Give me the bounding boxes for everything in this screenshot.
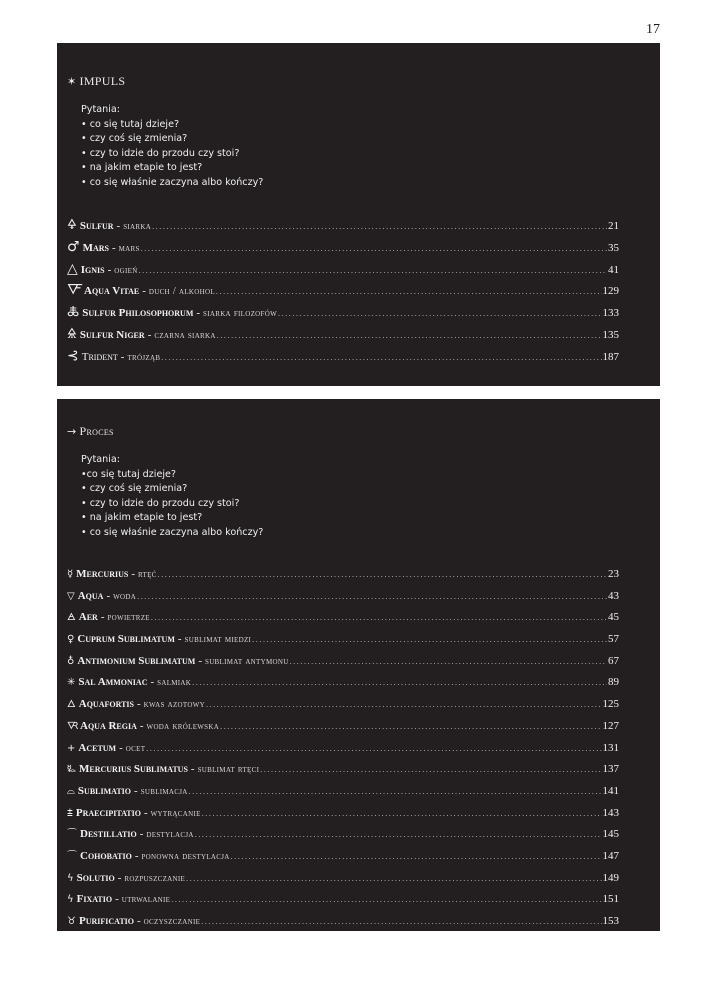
- question-item: • czy to idzie do przodu czy stoi?: [81, 497, 240, 509]
- question-item: • na jakim etapie to jest?: [81, 512, 203, 523]
- toc-separator: -: [107, 263, 112, 276]
- toc-translation: rozpuszczanie: [124, 872, 186, 884]
- alchemical-symbol-icon: ♉: [67, 916, 76, 927]
- alchemical-symbol-icon: +: [67, 742, 76, 754]
- question-item: • czy to idzie do przodu czy stoi?: [81, 147, 240, 159]
- toc-page-number: 129: [602, 285, 619, 298]
- questions-heading: Pytania:: [81, 454, 120, 465]
- toc-term: Acetum: [78, 741, 117, 754]
- question-item: • co się tutaj dzieje?: [81, 118, 180, 130]
- toc-translation: czarna siarka: [154, 329, 216, 341]
- toc-page-number: 43: [608, 589, 619, 602]
- questions-list: [81, 118, 263, 191]
- toc-entry[interactable]: [67, 716, 619, 738]
- alchemical-symbol-icon: △: [67, 260, 78, 277]
- question-item: • czy coś się zmienia?: [81, 483, 188, 494]
- question-item: • co się właśnie zaczyna albo kończy?: [81, 526, 264, 538]
- dot-leader: [189, 781, 602, 803]
- toc-term: Aer: [78, 611, 98, 624]
- toc-page-number: 151: [602, 893, 619, 906]
- toc-separator: -: [111, 241, 116, 254]
- toc-translation: siarka: [123, 221, 152, 232]
- alchemical-symbol-icon: 🜂: [67, 699, 76, 711]
- toc-entry[interactable]: [67, 259, 619, 281]
- dot-leader: [141, 238, 607, 259]
- toc-translation: sublimacja: [140, 785, 188, 797]
- toc-separator: -: [190, 763, 195, 776]
- toc-page-number: 21: [608, 220, 619, 232]
- toc-page-number: 135: [602, 328, 619, 341]
- toc-entry[interactable]: [67, 911, 619, 933]
- dot-leader: [206, 694, 602, 716]
- toc-entry[interactable]: [67, 824, 619, 846]
- toc-list: [67, 215, 619, 368]
- alchemical-symbol-icon: 🜅: [67, 282, 83, 299]
- toc-page-number: 127: [602, 719, 619, 732]
- toc-translation: powietrze: [107, 612, 150, 624]
- arrow-right-icon: →: [67, 425, 77, 438]
- dot-leader: [278, 303, 602, 324]
- alchemical-symbol-icon: 🜏: [67, 304, 80, 321]
- dot-leader: [137, 586, 607, 608]
- toc-translation: mars: [118, 242, 140, 254]
- toc-separator: -: [198, 654, 202, 667]
- toc-translation: ponowna destylacja: [141, 850, 230, 862]
- toc-entry[interactable]: [67, 280, 619, 302]
- toc-separator: -: [117, 871, 122, 884]
- toc-term: Sulfur: [79, 220, 114, 232]
- toc-page-number: 147: [602, 849, 619, 862]
- toc-term: Aqua Vitae: [84, 285, 140, 298]
- section-panel-proces: [57, 399, 660, 931]
- dot-leader: [139, 260, 607, 281]
- toc-term: Fixatio: [76, 893, 113, 906]
- toc-translation: ogień: [114, 264, 138, 276]
- toc-term: Aquafortis: [78, 698, 134, 711]
- toc-translation: rtęć: [137, 569, 157, 580]
- toc-separator: -: [134, 784, 138, 797]
- toc-term: Destillatio: [80, 828, 137, 841]
- question-item: • na jakim etapie to jest?: [81, 162, 203, 173]
- toc-term: Solutio: [76, 871, 115, 884]
- toc-entry[interactable]: [67, 324, 619, 346]
- alchemical-symbol-icon: ⌓: [67, 785, 75, 797]
- toc-translation: duch / alkohol: [148, 286, 215, 298]
- toc-entry[interactable]: [67, 672, 619, 694]
- toc-translation: oczyszczanie: [143, 916, 201, 927]
- alchemical-symbol-icon: ▽: [67, 590, 75, 602]
- questions-list: [81, 468, 263, 541]
- toc-separator: -: [137, 915, 141, 927]
- toc-entry[interactable]: [67, 629, 619, 651]
- toc-page-number: 149: [602, 871, 619, 884]
- alchemical-symbol-icon: ⩲: [67, 807, 73, 819]
- toc-term: Sal Ammoniac: [78, 676, 148, 689]
- toc-term: Mars: [82, 241, 109, 254]
- alchemical-symbol-icon: 🜍: [67, 217, 77, 233]
- alchemical-symbol-icon: ✳: [67, 677, 76, 689]
- toc-separator: -: [116, 220, 121, 232]
- toc-page-number: 45: [608, 611, 619, 624]
- toc-separator: -: [136, 698, 141, 711]
- toc-term: Cuprum Sublimatum: [77, 633, 175, 646]
- toc-entry[interactable]: [67, 237, 619, 259]
- toc-entry[interactable]: [67, 607, 619, 629]
- alchemical-symbol-icon: ☿: [67, 569, 74, 580]
- dot-leader: [158, 564, 607, 586]
- toc-term: Ignis: [80, 263, 105, 276]
- questions-block: [81, 103, 263, 190]
- toc-entry[interactable]: [67, 651, 619, 673]
- toc-term: Aqua Regia: [80, 719, 137, 732]
- dot-leader: [146, 738, 601, 760]
- toc-page-number: 153: [602, 915, 619, 927]
- toc-page-number: 57: [608, 633, 619, 646]
- dot-leader: [216, 281, 602, 302]
- toc-translation: wytrącanie: [150, 807, 201, 819]
- toc-translation: salmiak: [157, 677, 192, 689]
- star-icon: ✶: [67, 75, 77, 88]
- dot-leader: [260, 759, 601, 781]
- toc-translation: utrwalanie: [121, 894, 171, 906]
- toc-separator: -: [147, 328, 152, 341]
- toc-term: Mercurius: [76, 568, 129, 580]
- toc-separator: -: [106, 589, 111, 602]
- toc-separator: -: [143, 806, 148, 819]
- dot-leader: [186, 868, 601, 890]
- toc-separator: -: [139, 828, 144, 841]
- toc-page-number: 143: [602, 806, 619, 819]
- alchemical-symbol-icon: 🜆: [67, 720, 79, 732]
- section-title-text: Proces: [79, 424, 114, 438]
- toc-separator: -: [115, 893, 119, 906]
- toc-translation: kwas azotowy: [143, 699, 205, 711]
- toc-term: Mercurius Sublimatus: [79, 763, 188, 776]
- alchemical-symbol-icon: ♂: [67, 238, 80, 255]
- toc-translation: sublimat antymonu: [205, 655, 289, 667]
- toc-separator: -: [196, 307, 201, 320]
- toc-entry[interactable]: [67, 846, 619, 868]
- dot-leader: [171, 889, 601, 911]
- toc-page-number: 131: [602, 741, 619, 754]
- toc-page-number: 41: [608, 263, 619, 276]
- toc-translation: sublimat rtęci: [197, 764, 260, 776]
- toc-separator: -: [150, 676, 155, 689]
- toc-term: Cohobatio: [80, 849, 132, 862]
- toc-page-number: 125: [602, 698, 619, 711]
- toc-separator: -: [131, 568, 135, 580]
- alchemical-symbol-icon: ϟ: [67, 872, 74, 884]
- toc-list: [67, 564, 619, 933]
- toc-term: Praecipitatio: [75, 806, 141, 819]
- alchemical-symbol-icon: 🜁: [67, 612, 76, 624]
- toc-term: Antimonium Sublimatum: [77, 654, 196, 667]
- toc-entry[interactable]: [67, 803, 619, 825]
- toc-translation: woda królewska: [146, 720, 220, 732]
- dot-leader: [217, 325, 602, 346]
- alchemical-symbol-icon: ⌒: [67, 850, 77, 862]
- toc-translation: siarka filozofów: [203, 308, 277, 320]
- alchemical-symbol-icon: ♀: [67, 634, 75, 646]
- questions-heading: Pytania:: [81, 104, 120, 115]
- toc-translation: woda: [113, 590, 137, 602]
- section-title: [67, 424, 114, 439]
- toc-translation: ocet: [125, 742, 146, 754]
- dot-leader: [201, 911, 601, 933]
- toc-term: Sulfur Philosophorum: [82, 307, 194, 320]
- dot-leader: [152, 216, 607, 237]
- question-item: • co się właśnie zaczyna albo kończy?: [81, 176, 264, 188]
- toc-page-number: 67: [608, 654, 619, 667]
- toc-entry[interactable]: [67, 868, 619, 890]
- page-number: 17: [646, 22, 660, 37]
- toc-term: Trident: [81, 350, 118, 363]
- toc-translation: destylacja: [146, 829, 194, 841]
- dot-leader: [290, 651, 607, 673]
- questions-block: [81, 453, 263, 540]
- toc-term: Sublimatio: [77, 784, 132, 797]
- toc-separator: -: [119, 741, 123, 754]
- question-item: •co się tutaj dzieje?: [81, 468, 177, 480]
- toc-page-number: 35: [608, 241, 619, 254]
- dot-leader: [231, 846, 602, 868]
- toc-separator: -: [100, 611, 105, 624]
- toc-page-number: 141: [602, 784, 619, 797]
- question-item: • czy coś się zmienia?: [81, 133, 188, 144]
- toc-term: Aqua: [77, 589, 104, 602]
- toc-entry[interactable]: [67, 694, 619, 716]
- toc-term: Purificatio: [78, 915, 134, 927]
- toc-entry[interactable]: [67, 564, 619, 586]
- alchemical-symbol-icon: ⊰: [67, 347, 79, 364]
- toc-page-number: 23: [608, 568, 619, 580]
- toc-entry[interactable]: [67, 346, 619, 368]
- toc-separator: -: [142, 285, 146, 298]
- toc-translation: trójząb: [127, 351, 161, 363]
- alchemical-symbol-icon: 🜐: [67, 764, 76, 776]
- dot-leader: [252, 629, 607, 651]
- toc-entry[interactable]: [67, 586, 619, 608]
- toc-page-number: 187: [602, 350, 619, 363]
- dot-leader: [151, 607, 607, 629]
- section-title: [67, 74, 125, 89]
- toc-entry[interactable]: [67, 781, 619, 803]
- dot-leader: [161, 347, 601, 368]
- toc-separator: -: [120, 350, 125, 363]
- toc-translation: sublimat miedzi: [184, 634, 252, 646]
- toc-separator: -: [134, 849, 139, 862]
- toc-page-number: 145: [602, 828, 619, 841]
- toc-term: Sulfur Niger: [79, 328, 145, 341]
- section-panel-impuls: [57, 43, 660, 386]
- toc-entry[interactable]: [67, 889, 619, 911]
- toc-entry[interactable]: [67, 759, 619, 781]
- toc-page-number: 133: [602, 307, 619, 320]
- dot-leader: [195, 824, 602, 846]
- dot-leader: [220, 716, 601, 738]
- toc-entry[interactable]: [67, 302, 619, 324]
- toc-entry[interactable]: [67, 738, 619, 760]
- toc-separator: -: [177, 633, 182, 646]
- dot-leader: [192, 672, 607, 694]
- toc-separator: -: [139, 719, 144, 732]
- section-title-text: IMPULS: [79, 74, 126, 88]
- toc-entry[interactable]: [67, 215, 619, 237]
- toc-page-number: 137: [602, 763, 619, 776]
- dot-leader: [202, 803, 602, 825]
- toc-page-number: 89: [608, 676, 619, 689]
- alchemical-symbol-icon: ♁: [67, 655, 75, 667]
- alchemical-symbol-icon: 🜎: [67, 325, 77, 342]
- alchemical-symbol-icon: ϟ: [67, 894, 74, 906]
- alchemical-symbol-icon: ⌒: [67, 829, 77, 841]
